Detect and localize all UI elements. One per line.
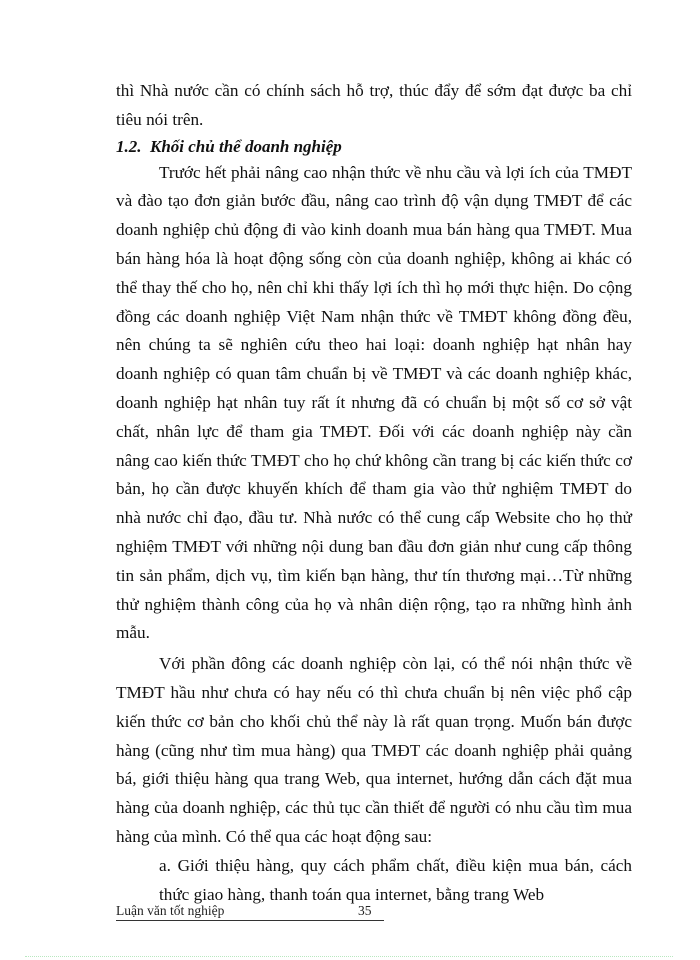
text-line: Với phần đông các doanh nghiệp còn lại, có thể nói nhận thức về	[159, 654, 632, 674]
section-title: Khối chủ thể doanh nghiệp	[150, 136, 342, 156]
text-line: hàng của mình. Có thể qua các hoạt động sau:	[116, 826, 432, 846]
text-line: thì Nhà nước cần có chính sách hỗ trợ, thúc đẩy để sớm đạt được ba chỉ	[116, 81, 632, 100]
list-item-a	[116, 852, 632, 910]
page-number: 35	[358, 903, 372, 918]
footer-title: Luận văn tốt nghiệp	[116, 903, 225, 918]
text-line: nghiệm TMĐT với những nội dung ban đầu đơn giản như cung cấp thông	[116, 536, 632, 556]
text-line: nhà nước chỉ đạo, đầu tư. Nhà nước có thể cung cấp Website cho họ thử	[116, 508, 632, 528]
text-line: và đào tạo đơn giản bước đầu, nâng cao trình độ vận dụng TMĐT để các	[116, 191, 632, 211]
page-border-dotted	[25, 956, 673, 957]
text-line: nên chúng ta sẽ nghiên cứu theo hai loại: doanh nghiệp hạt nhân hay	[116, 335, 632, 355]
text-line: hàng của doanh nghiệp, các thủ tục cần thiết để người có nhu cầu tìm mua	[116, 798, 632, 818]
text-line: thức giao hàng, thanh toán qua internet, bằng trang Web	[159, 884, 545, 904]
paragraph-1	[116, 159, 632, 649]
text-line: tin sản phẩm, dịch vụ, tìm kiến bạn hàng, thư tín thương mại…Từ những	[116, 565, 632, 585]
text-line: doanh nghiệp có quan tâm chuẩn bị về TMĐT và các doanh nghiệp khác,	[116, 364, 632, 384]
text-line: hàng (cũng như tìm mua hàng) qua TMĐT các doanh nghiệp phải quảng	[116, 740, 632, 760]
text-line: chất, nhân lực để tham gia TMĐT. Đối với các doanh nghiệp này cần	[116, 421, 632, 441]
continuation-paragraph	[116, 77, 632, 135]
text-line: bá, giới thiệu hàng qua trang Web, qua internet, hướng dẫn cách đặt mua	[116, 769, 632, 789]
text-line: Trước hết phải nâng cao nhận thức về nhu cầu và lợi ích của TMĐT	[159, 162, 632, 182]
text-line: TMĐT hầu như chưa có hay nếu có thì chưa chuẩn bị nên việc phổ cập	[116, 682, 632, 702]
document-page	[116, 77, 632, 909]
text-line: mẫu.	[116, 623, 150, 643]
text-line: thử nghiệm thành công của họ và nhân diện rộng, tạo ra những hình ảnh	[116, 594, 632, 614]
text-line: tiêu nói trên.	[116, 109, 204, 129]
text-line: bản, họ cần được khuyến khích để tham gia vào thử nghiệm TMĐT do	[116, 479, 632, 499]
text-line: doanh nghiệp hạt nhân tuy rất ít nhưng đã có chuẩn bị một số cơ sở vật	[116, 392, 632, 412]
page-footer	[116, 902, 384, 921]
text-line: a. Giới thiệu hàng, quy cách phẩm chất, điều kiện mua bán, cách	[159, 855, 632, 875]
paragraph-2	[116, 650, 632, 852]
text-line: đồng các doanh nghiệp Việt Nam nhận thức về TMĐT không đồng đều,	[116, 306, 632, 326]
text-line: bán hàng hóa là hoạt động sống còn của doanh nghiệp, không ai khác có	[116, 248, 632, 268]
text-line: doanh nghiệp chủ động đi vào kinh doanh mua bán hàng qua TMĐT. Mua	[116, 220, 632, 240]
section-heading	[116, 135, 632, 159]
section-number: 1.2.	[116, 136, 142, 156]
text-line: kiến thức cơ bản cho khối chủ thể này là rất quan trọng. Muốn bán được	[116, 711, 632, 731]
text-line: thể thay thế cho họ, nên chỉ khi thấy lợi ích thì họ mới thực hiện. Do cộng	[116, 277, 632, 297]
text-line: nâng cao kiến thức TMĐT cho họ chứ không cần trang bị các kiến thức cơ	[116, 450, 632, 470]
